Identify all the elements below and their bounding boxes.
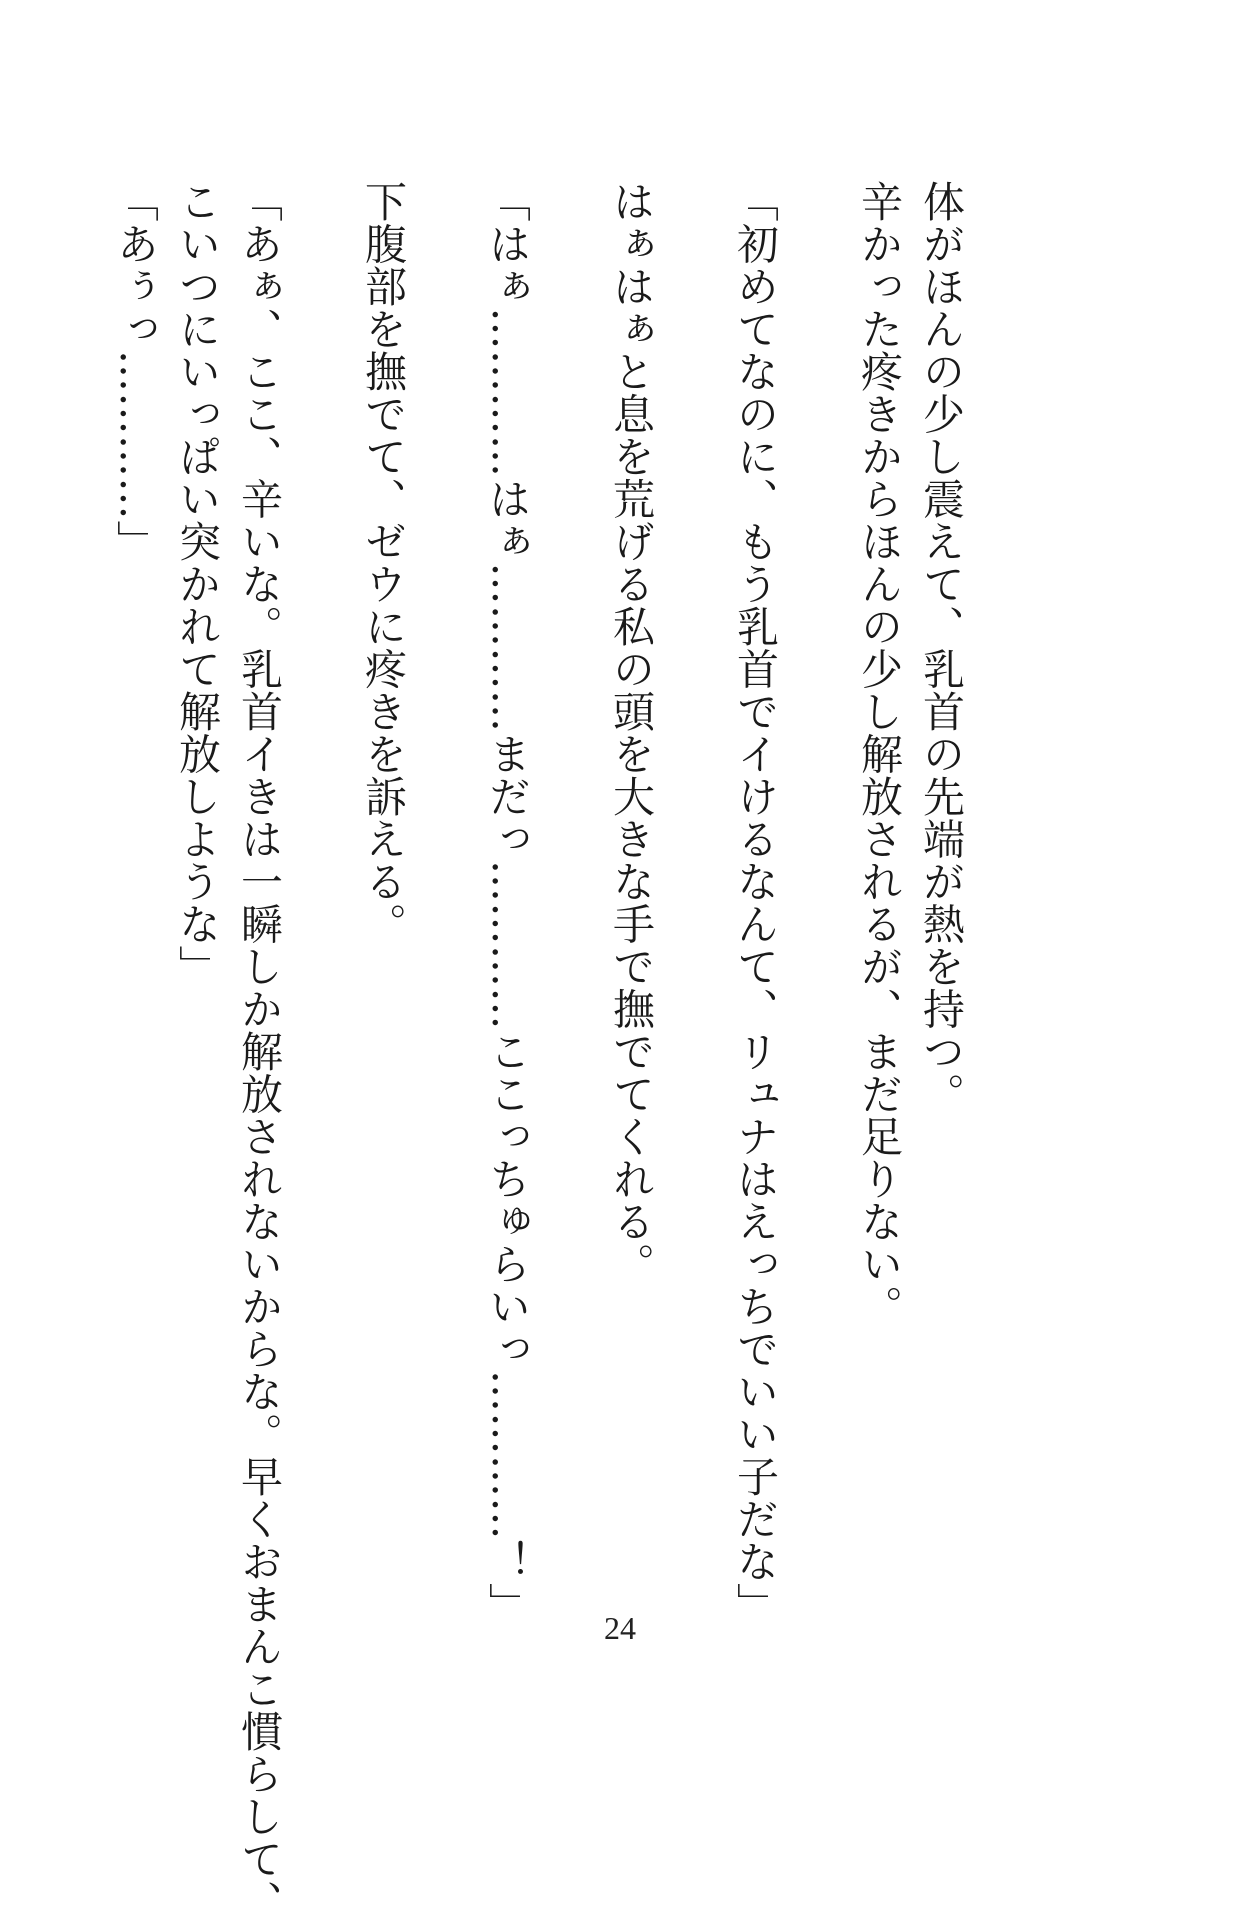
blank-line [786, 180, 848, 1660]
text-line: はぁはぁと息を荒げる私の頭を大きな手で撫でてくれる。 [607, 180, 656, 1285]
text-line: 「初めてなのに、もう乳首でイけるなんて、リュナはえっちでいい子だな」 [731, 180, 780, 1625]
blank-line [538, 180, 600, 1660]
text-line: 「あぁ、ここ、辛いな。乳首イきは一瞬しか解放されないからな。早くおまんこ慣らして、 [235, 180, 284, 1923]
text-line: こいつにいっぱい突かれて解放しような」 [173, 180, 222, 988]
text-line: 「はぁ…………はぁ…………まだっ…………ここっちゅらいっ…………！」 [483, 180, 532, 1625]
text-line: 「あぅっ…………」 [111, 180, 160, 563]
text-line: 体がほんの少し震えて、乳首の先端が熱を持つ。 [917, 180, 966, 1115]
blank-line [414, 180, 476, 1660]
text-line: 辛かった疼きからほんの少し解放されるが、まだ足りない。 [855, 180, 904, 1328]
blank-line [662, 180, 724, 1660]
page-number: 24 [604, 1610, 636, 1646]
blank-line [290, 180, 352, 1660]
text-line: 下腹部を撫でて、ゼウに疼きを訴える。 [359, 180, 408, 945]
vertical-text-body [104, 180, 972, 1923]
